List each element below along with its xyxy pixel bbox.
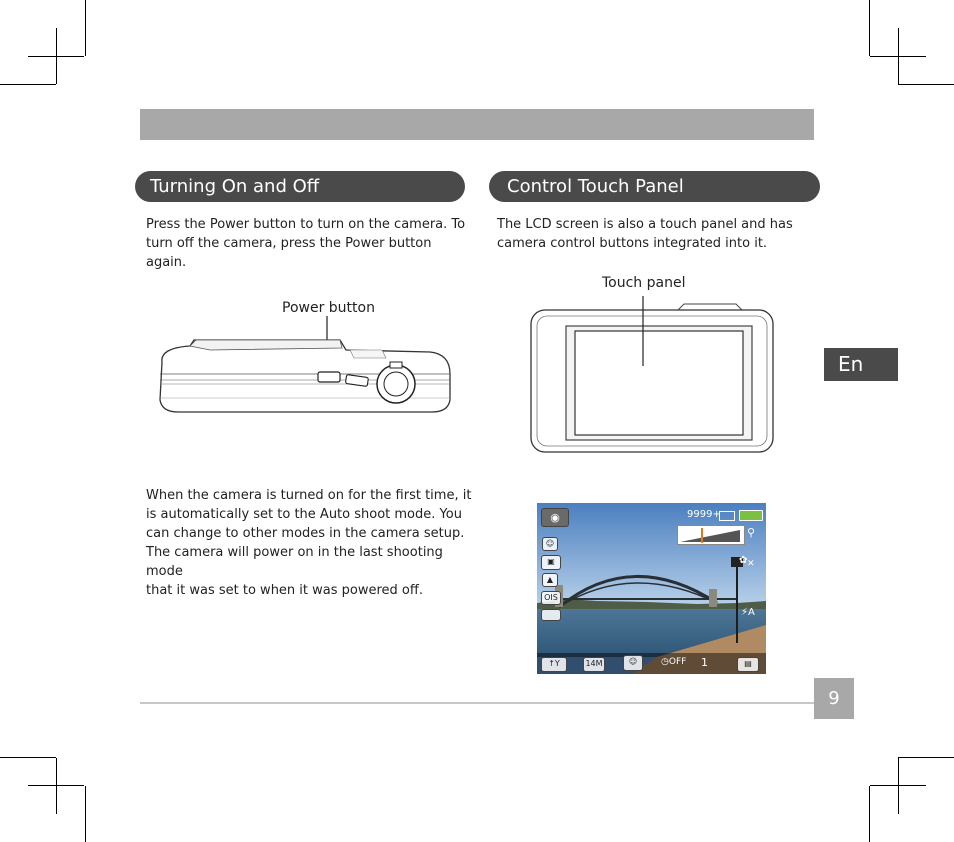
resolution-icon[interactable]: 14M <box>583 657 605 672</box>
crop-mark <box>28 785 84 786</box>
menu-icon[interactable]: ↑Y <box>541 657 567 672</box>
playback-icon[interactable]: ▤ <box>737 657 759 672</box>
figure-label-touch-panel: Touch panel <box>602 275 686 291</box>
language-tab-label: En <box>838 352 864 376</box>
first-time-note <box>146 486 476 600</box>
ois-text: OIS <box>544 593 558 602</box>
camera-top-view-illustration <box>150 314 460 418</box>
crop-mark <box>0 84 56 85</box>
crop-mark <box>869 786 870 842</box>
bottom-toolbar <box>537 653 766 674</box>
crop-mark <box>869 0 870 56</box>
footer-rule <box>140 702 814 704</box>
crop-mark <box>0 757 56 758</box>
self-timer-icon[interactable]: ◷OFF <box>661 657 687 667</box>
section-title-touch-panel <box>489 171 820 202</box>
zoom-icon[interactable]: ⚲ <box>747 526 756 539</box>
flash-icon[interactable]: ⚡A <box>741 607 755 618</box>
display-mode-icon[interactable] <box>541 609 561 621</box>
close-x-icon[interactable]: ✕ <box>747 559 755 569</box>
burst-icon[interactable] <box>701 656 708 669</box>
section-title-text: Control Touch Panel <box>507 176 684 197</box>
text-line: is automatically set to the Auto shoot mode. You <box>146 507 462 522</box>
power-paragraph <box>146 215 466 272</box>
macro-icon[interactable]: ✿ <box>739 555 748 566</box>
text-line: can change to other modes in the camera setup. <box>146 526 465 541</box>
camera-back-view-illustration <box>528 296 776 456</box>
section-title-text: Turning On and Off <box>150 176 320 197</box>
zoom-bar[interactable] <box>677 525 745 545</box>
crop-mark <box>870 56 926 57</box>
language-tab <box>824 348 898 381</box>
scene-icon[interactable]: ▲ <box>542 573 558 587</box>
text-line: camera control buttons integrated into it. <box>497 236 768 251</box>
text-line: Press the Power button to turn on the camera. To <box>146 217 466 232</box>
page-number: 9 <box>814 678 854 719</box>
section-title-power <box>135 171 465 202</box>
text-line: turn off the camera, press the Power button again. <box>146 236 432 270</box>
burst-text: 1 <box>701 656 708 669</box>
lcd-screen-preview <box>537 503 766 674</box>
timer-text: OFF <box>668 657 687 667</box>
display-icon <box>719 511 735 521</box>
crop-mark <box>28 56 84 57</box>
shots-remaining: 9999+ <box>687 509 721 520</box>
text-line: that it was set to when it was powered off. <box>146 583 423 598</box>
face-smile-icon[interactable]: ☺ <box>623 655 643 671</box>
face-detect-icon[interactable]: ☺ <box>542 537 558 551</box>
touch-paragraph <box>497 215 807 253</box>
stabilizer-icon[interactable]: ▣ <box>541 555 561 570</box>
text-line: The camera will power on in the last shooting mode <box>146 545 443 579</box>
crop-mark <box>870 785 926 786</box>
crop-mark <box>898 758 899 814</box>
crop-mark <box>85 0 86 56</box>
text-line: The LCD screen is also a touch panel and has <box>497 217 793 232</box>
text-line: When the camera is turned on for the first time, it <box>146 488 472 503</box>
crop-mark <box>898 757 954 758</box>
power-button-shape <box>318 372 340 382</box>
battery-icon <box>739 510 763 521</box>
ois-icon[interactable] <box>541 591 561 605</box>
figure-label-power-button: Power button <box>282 300 375 316</box>
crop-mark <box>56 758 57 814</box>
camera-mode-icon[interactable]: ◉ <box>541 508 569 527</box>
zoom-gauge <box>678 526 744 544</box>
crop-mark <box>85 786 86 842</box>
crop-mark <box>898 84 954 85</box>
header-bar <box>140 109 814 140</box>
